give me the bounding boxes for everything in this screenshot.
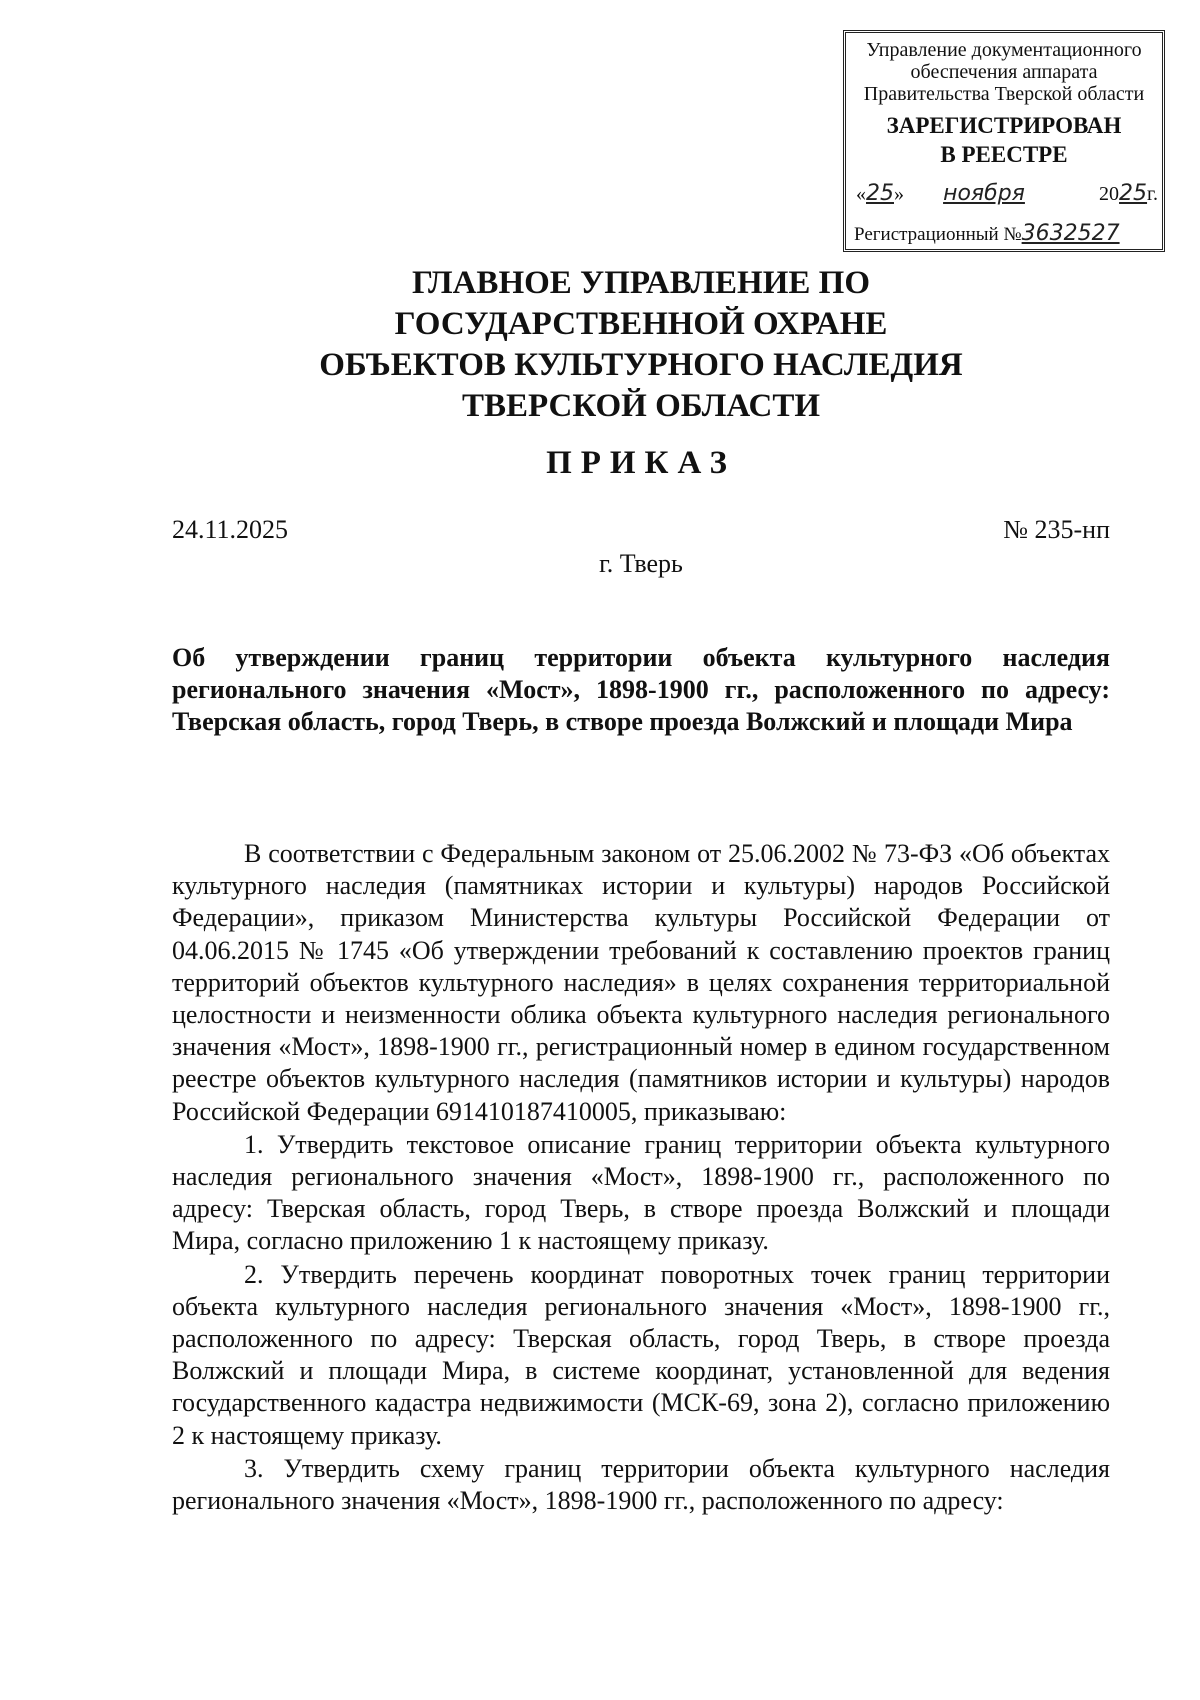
- document-type: ПРИКАЗ: [546, 445, 736, 481]
- document-city: г. Тверь: [599, 549, 683, 578]
- stamp-reg-number: 3632527: [1021, 221, 1120, 246]
- org-line-3: ОБЪЕКТОВ КУЛЬТУРНОГО НАСЛЕДИЯ: [319, 347, 963, 383]
- order-item-1: 1. Утвердить текстовое описание границ территории объекта культурного наследия регионального значения «Мост», 1898-1900 гг., расположенного по адресу: Тверская область, город Тверь, в створе проезда Волжский и площади Мира, согласно приложению 1 к настоящему приказу.: [172, 1129, 1110, 1256]
- document-title: Об утверждении границ территории объекта культурного наследия регионального значения «Мост», 1898-1900 гг., расположенного по адресу: Тверская область, город Тверь, в створе проезда Волжский и площади Мира: [172, 643, 1110, 736]
- document-date: 24.11.2025: [172, 515, 289, 544]
- org-line-2: ГОСУДАРСТВЕННОЙ ОХРАНЕ: [394, 306, 888, 342]
- stamp-reg-label: Регистрационный №: [854, 224, 1022, 245]
- org-line-4: ТВЕРСКОЙ ОБЛАСТИ: [461, 388, 821, 424]
- registration-stamp: [843, 30, 1165, 252]
- stamp-org-line-2: обеспечения аппарата: [910, 61, 1098, 83]
- stamp-year-suffix: 25: [1119, 181, 1148, 206]
- order-item-3: 3. Утвердить схему границ территории объекта культурного наследия регионального значения «Мост», 1898-1900 гг., расположенного по адресу:: [172, 1453, 1110, 1516]
- stamp-year-prefix: 20: [1099, 183, 1120, 205]
- preamble-paragraph: В соответствии с Федеральным законом от 25.06.2002 № 73-ФЗ «Об объектах культурного наследия (памятниках истории и культуры) народов Российской Федерации», приказом Министерства культуры Российской Федерации от 04.06.2015 № 1745 «Об утверждении требований к составлению проектов границ территорий объектов культурного наследия» в целях сохранения территориальной целостности и неизменности облика объекта культурного наследия регионального значения «Мост», 1898-1900 гг., регистрационный номер в едином государственном реестре объектов культурного наследия (памятников истории и культуры) народов Российской Федерации 691410187410005, приказываю:: [172, 839, 1110, 1126]
- stamp-registered-line-1: ЗАРЕГИСТРИРОВАН: [886, 113, 1122, 138]
- stamp-org-line-1: Управление документационного: [866, 39, 1142, 61]
- document-body: [172, 838, 1110, 1517]
- stamp-registration-date: «25» ноября 2025г.: [856, 181, 1158, 206]
- organization-name: [0, 263, 1200, 427]
- stamp-year-end: г.: [1147, 183, 1158, 205]
- stamp-registered-line-2: В РЕЕСТРЕ: [940, 142, 1068, 167]
- stamp-month: ноября: [943, 181, 1025, 206]
- stamp-org-line-3: Правительства Тверской области: [863, 83, 1145, 105]
- order-item-2: 2. Утвердить перечень координат поворотных точек границ территории объекта культурного наследия регионального значения «Мост», 1898-1900 гг., расположенного по адресу: Тверская область, город Тверь, в створе проезда Волжский и площади Мира, в системе координат, установленной для ведения государственного кадастра недвижимости (МСК-69, зона 2), согласно приложению 2 к настоящему приказу.: [172, 1259, 1110, 1450]
- stamp-registration-number: [854, 223, 1162, 246]
- stamp-day: 25: [866, 181, 894, 206]
- document-number: № 235-нп: [1003, 515, 1110, 544]
- org-line-1: ГЛАВНОЕ УПРАВЛЕНИЕ ПО: [412, 265, 870, 301]
